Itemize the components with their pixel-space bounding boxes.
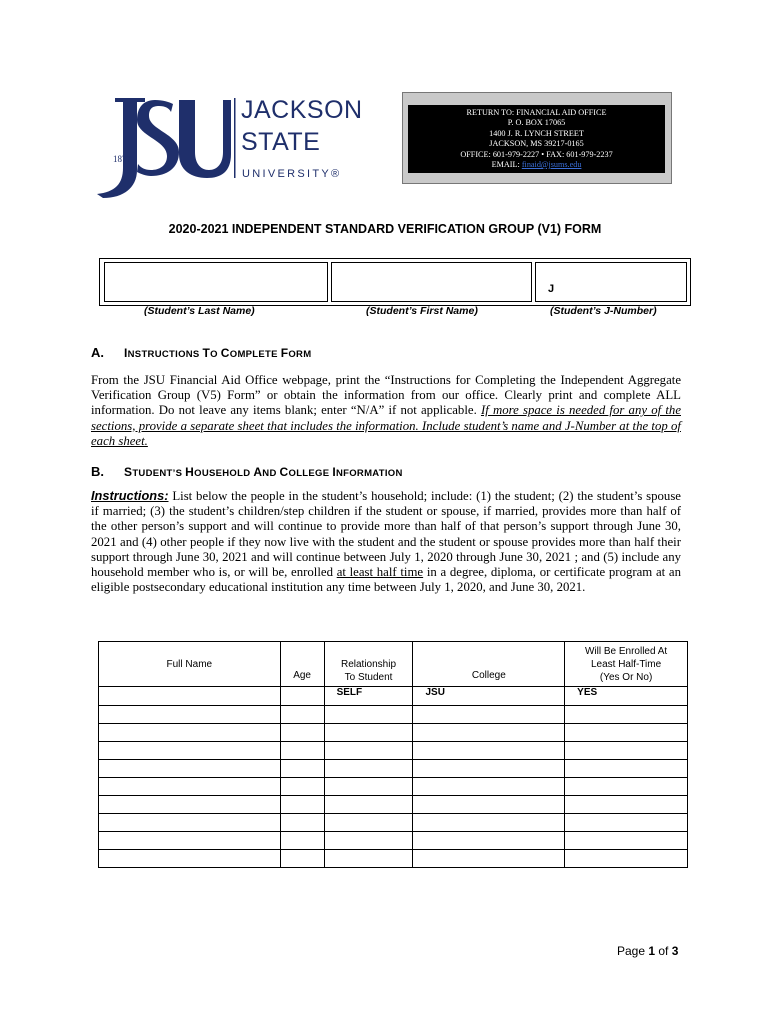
- table-row[interactable]: [99, 760, 688, 778]
- cell-relationship[interactable]: SELF: [324, 687, 413, 706]
- section-a-letter: A.: [91, 345, 104, 360]
- cell[interactable]: [99, 778, 281, 796]
- cell[interactable]: [565, 706, 688, 724]
- header-age: Age: [280, 642, 324, 687]
- cell[interactable]: [324, 724, 413, 742]
- table-row[interactable]: [99, 742, 688, 760]
- cell[interactable]: [413, 850, 565, 868]
- cell[interactable]: [324, 742, 413, 760]
- half-time-underlined: at least half time: [336, 565, 424, 580]
- table-row[interactable]: [99, 814, 688, 832]
- logo-state: STATE: [241, 128, 321, 156]
- cell[interactable]: [280, 796, 324, 814]
- cell[interactable]: [99, 814, 281, 832]
- table-row[interactable]: [99, 724, 688, 742]
- cell-college[interactable]: JSU: [413, 687, 565, 706]
- table-row[interactable]: [99, 832, 688, 850]
- cell[interactable]: [565, 724, 688, 742]
- cell[interactable]: [99, 742, 281, 760]
- cell[interactable]: [413, 742, 565, 760]
- jsu-logo: [93, 92, 363, 200]
- cell[interactable]: [565, 796, 688, 814]
- return-line-5: OFFICE: 601-979-2227 • FAX: 601-979-2237: [460, 149, 613, 159]
- section-a-title: INSTRUCTIONS TO COMPLETE FORM: [124, 346, 312, 360]
- last-name-field[interactable]: [104, 262, 328, 302]
- cell[interactable]: [565, 778, 688, 796]
- email-label: EMAIL:: [491, 160, 522, 170]
- cell[interactable]: [324, 706, 413, 724]
- table-row-self: [99, 687, 688, 706]
- cell[interactable]: [324, 832, 413, 850]
- cell[interactable]: [565, 742, 688, 760]
- cell[interactable]: [324, 814, 413, 832]
- logo-year: 1877: [113, 154, 131, 164]
- cell[interactable]: [413, 796, 565, 814]
- cell[interactable]: [280, 760, 324, 778]
- cell[interactable]: [99, 724, 281, 742]
- cell[interactable]: [280, 850, 324, 868]
- table-row[interactable]: [99, 796, 688, 814]
- section-b-text: Instructions: List below the people in the student’s household; include: (1) the student; (2) the student’s spouse if married; (3) the student’s children/step children if the student or spouse, if married, provides more than half of the other person’s support and will continue to provide more than half of that person’s support through June 30, 2021 and (4) other people if they now live with the student and the student or spouse provides more than half their support through June 30, 2021 and will continue between July 1, 2020 through June 30, 2021 ; and (5) include any household member who is, or will be, enrolled at least half time in a degree, diploma, or certificate program at an eligible postsecondary educational institution any time between July 1, 2020, and June 30, 2021.: [91, 488, 681, 595]
- cell[interactable]: [324, 760, 413, 778]
- jsu-logo-graphic: [93, 92, 363, 200]
- section-b-letter: B.: [91, 464, 104, 479]
- cell[interactable]: [565, 814, 688, 832]
- cell[interactable]: [280, 742, 324, 760]
- cell-full-name[interactable]: [99, 687, 281, 706]
- header-enrolled: Will Be Enrolled At Least Half-Time (Yes Or No): [565, 642, 688, 687]
- email-link[interactable]: finaid@jsums.edu: [521, 160, 582, 170]
- cell[interactable]: [413, 832, 565, 850]
- household-table: [98, 641, 688, 868]
- cell[interactable]: [280, 832, 324, 850]
- cell-enrolled[interactable]: YES: [565, 687, 688, 706]
- jnumber-field[interactable]: [535, 262, 687, 302]
- table-row[interactable]: [99, 706, 688, 724]
- return-line-2: P. O. BOX 17065: [507, 118, 566, 128]
- cell[interactable]: [324, 778, 413, 796]
- cell[interactable]: [324, 850, 413, 868]
- cell[interactable]: [565, 760, 688, 778]
- cell[interactable]: [99, 796, 281, 814]
- header-full-name: Full Name: [99, 642, 281, 687]
- return-line-1: RETURN TO: FINANCIAL AID OFFICE: [466, 108, 607, 117]
- cell[interactable]: [99, 832, 281, 850]
- header-relationship: Relationship To Student: [324, 642, 413, 687]
- cell[interactable]: [413, 814, 565, 832]
- header-college: College: [413, 642, 565, 687]
- table-row[interactable]: [99, 778, 688, 796]
- cell[interactable]: [99, 760, 281, 778]
- logo-university: UNIVERSITY®: [242, 168, 342, 180]
- cell[interactable]: [324, 796, 413, 814]
- instructions-label: Instructions:: [91, 488, 169, 503]
- section-b-title: STUDENT’S HOUSEHOLD AND COLLEGE INFORMATION: [124, 465, 403, 479]
- cell[interactable]: [280, 706, 324, 724]
- first-name-label: (Student’s First Name): [366, 305, 478, 317]
- cell[interactable]: [280, 814, 324, 832]
- jnumber-label: (Student’s J-Number): [550, 305, 657, 317]
- cell[interactable]: [565, 832, 688, 850]
- cell[interactable]: [413, 724, 565, 742]
- return-line-4: JACKSON, MS 39217-0165: [489, 139, 584, 149]
- cell[interactable]: [99, 850, 281, 868]
- cell[interactable]: [280, 778, 324, 796]
- table-row[interactable]: [99, 850, 688, 868]
- cell[interactable]: [99, 706, 281, 724]
- cell-age[interactable]: [280, 687, 324, 706]
- page-number: Page 1 of 3: [617, 944, 679, 958]
- jnumber-prefix: J: [548, 283, 555, 295]
- section-a-text: From the JSU Financial Aid Office webpage, print the “Instructions for Completing the Independent Aggregate Verification Group (V5) Form” or obtain the information from our office. Clearly print and complete ALL information. Do not leave any items blank; enter “N/A” if not applicable. If more space is needed for any of the sections, provide a separate sheet that includes the information. Include student’s name and J-Number at the top of each sheet.: [91, 373, 681, 448]
- cell[interactable]: [413, 706, 565, 724]
- last-name-label: (Student’s Last Name): [144, 305, 255, 317]
- return-address-panel: [408, 105, 665, 173]
- first-name-field[interactable]: [331, 262, 532, 302]
- cell[interactable]: [413, 778, 565, 796]
- table-header-row: [99, 642, 688, 687]
- return-email-line: [408, 160, 665, 170]
- section-a-underlined: If more space is needed for any of the sections, provide a separate sheet that includes the information. Include student’s name and J-Number at the top of each sheet.: [91, 403, 681, 448]
- cell[interactable]: [413, 760, 565, 778]
- cell[interactable]: [280, 724, 324, 742]
- logo-jackson: JACKSON: [241, 96, 363, 124]
- return-line-3: 1400 J. R. LYNCH STREET: [489, 128, 584, 138]
- cell[interactable]: [565, 850, 688, 868]
- form-title: 2020-2021 INDEPENDENT STANDARD VERIFICATION GROUP (V1) FORM: [168, 222, 602, 236]
- return-address-box: [402, 92, 672, 184]
